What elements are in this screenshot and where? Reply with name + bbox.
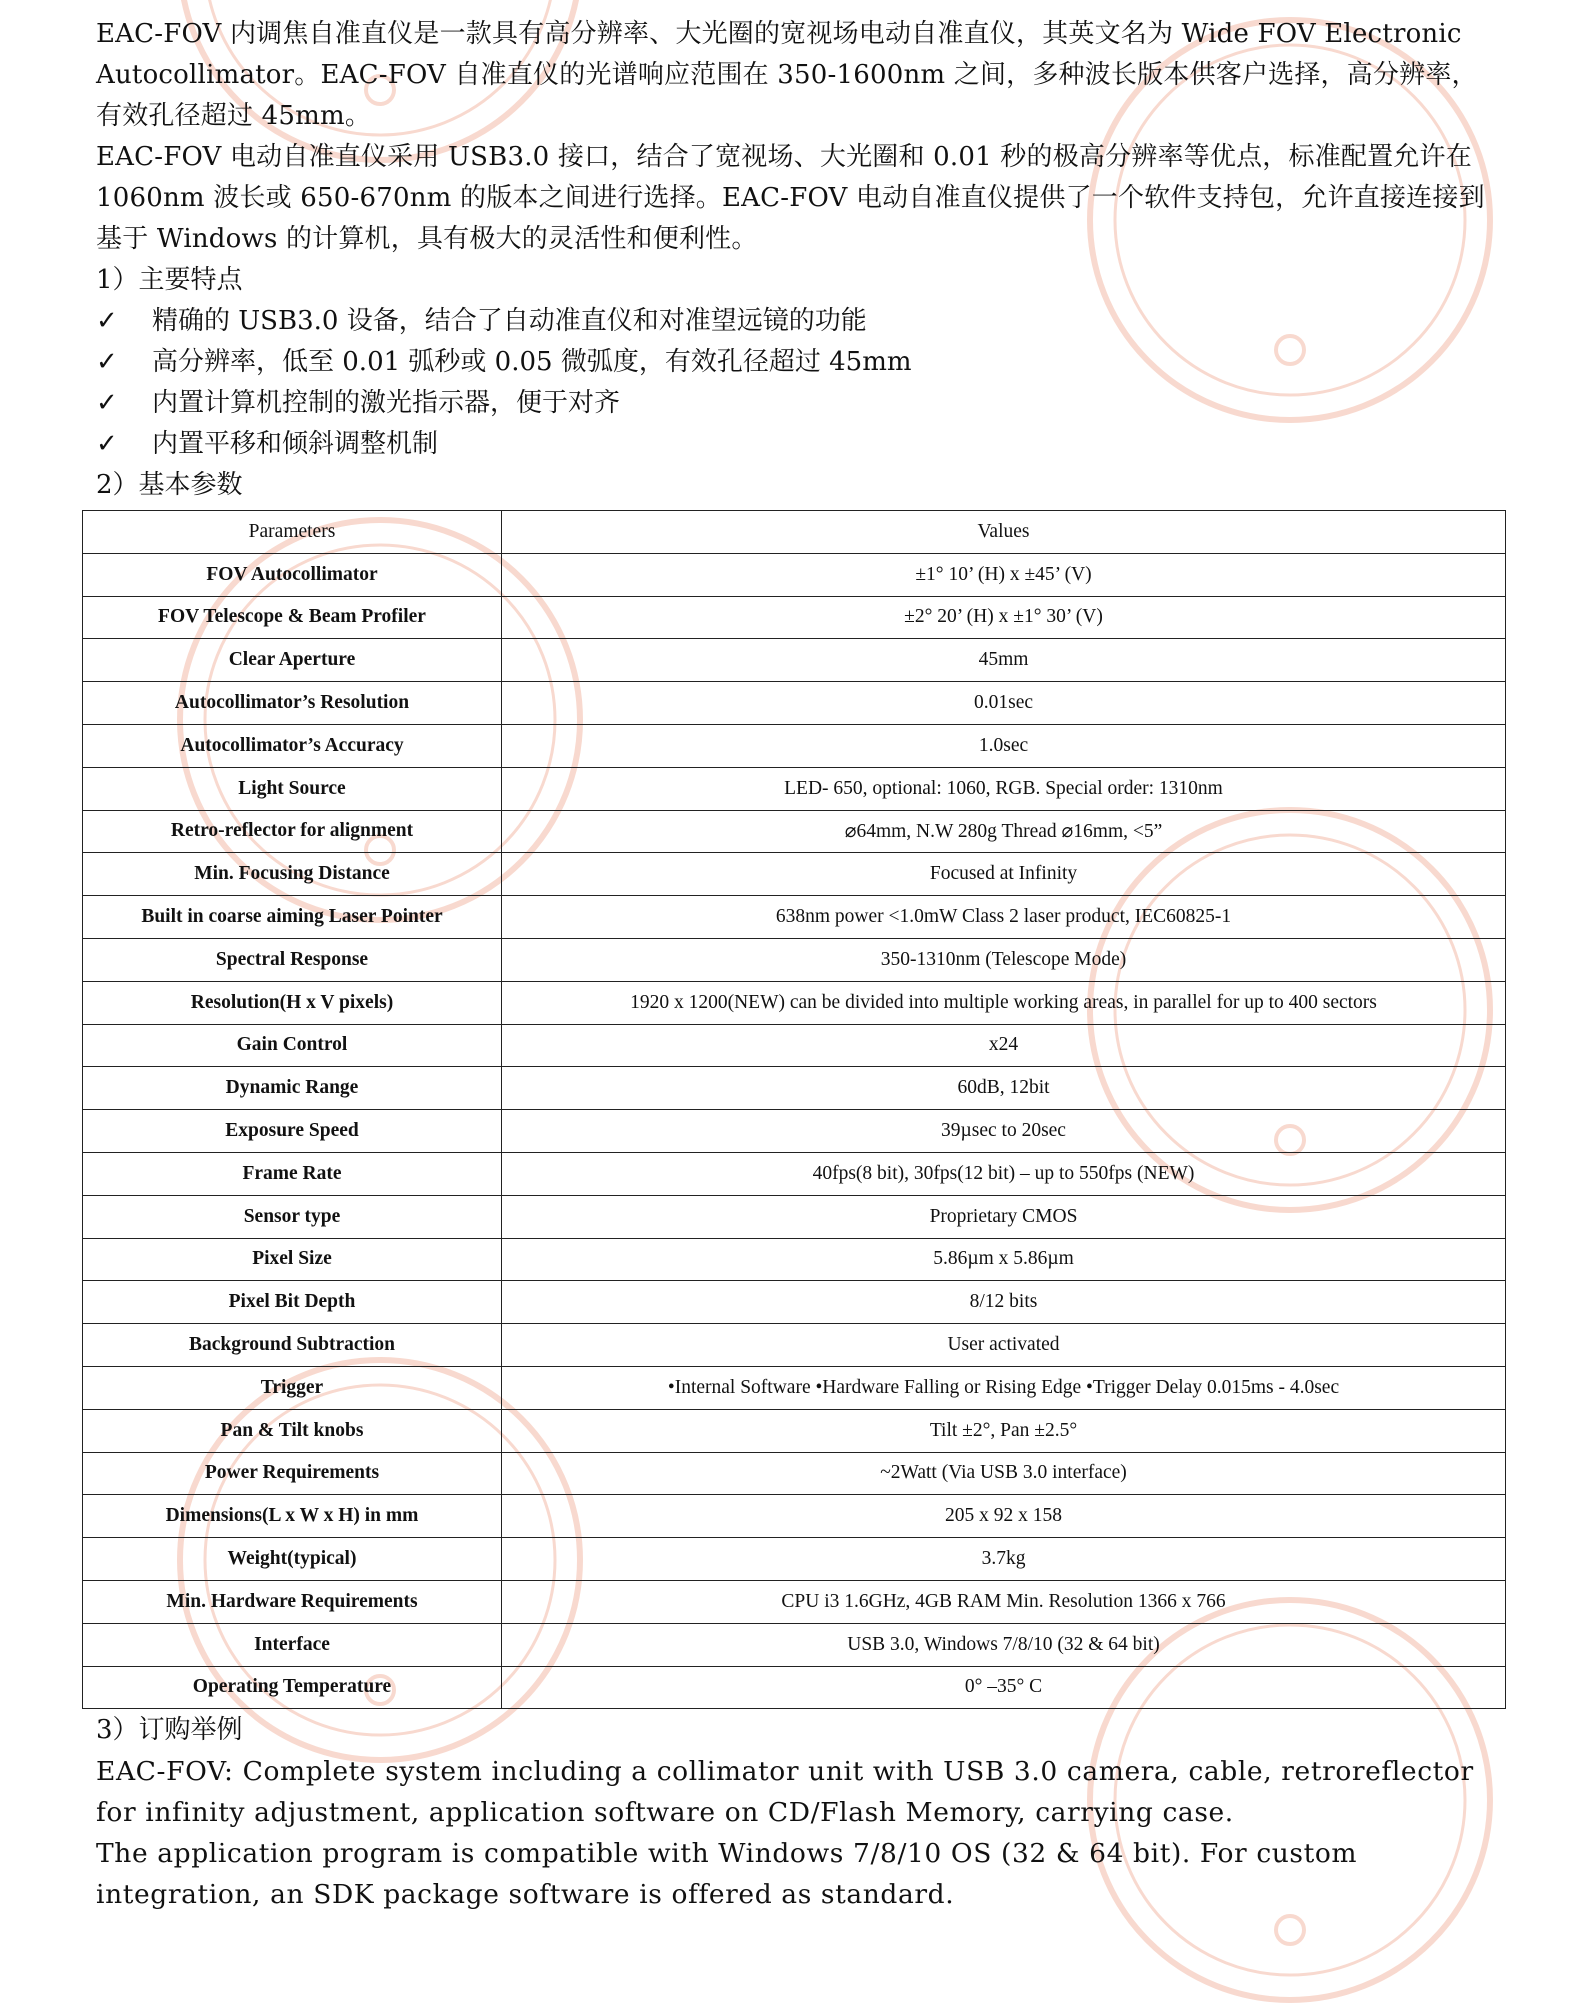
section-heading-features: 1）主要特点 — [96, 265, 243, 295]
parameter-name-cell: Spectral Response — [83, 938, 502, 981]
table-row — [83, 938, 1506, 981]
ordering-paragraph-2: The application program is compatible with Windows 7/8/10 OS (32 & 64 bit). For custom integration, an SDK package software is offered as standard. — [96, 1838, 1358, 1910]
checkmark-icon: ✓ — [96, 347, 118, 377]
table-row — [83, 553, 1506, 596]
table-row — [83, 724, 1506, 767]
parameter-name-cell: Dimensions(L x W x H) in mm — [83, 1495, 502, 1538]
section-heading-ordering: 3）订购举例 — [96, 1715, 243, 1745]
parameter-name-cell: Light Source — [83, 767, 502, 810]
table-row — [83, 1495, 1506, 1538]
table-row — [83, 1024, 1506, 1067]
parameter-name-cell: Weight(typical) — [83, 1538, 502, 1581]
parameter-name-cell: Pan & Tilt knobs — [83, 1409, 502, 1452]
parameter-value-cell: 0° –35° C — [502, 1666, 1506, 1709]
table-row — [83, 1238, 1506, 1281]
table-row — [83, 1666, 1506, 1709]
parameter-name-cell: Interface — [83, 1623, 502, 1666]
parameter-value-cell: ~2Watt (Via USB 3.0 interface) — [502, 1452, 1506, 1495]
parameter-value-cell: Tilt ±2°, Pan ±2.5° — [502, 1409, 1506, 1452]
checkmark-icon: ✓ — [96, 429, 118, 459]
parameter-name-cell: Operating Temperature — [83, 1666, 502, 1709]
table-row — [83, 981, 1506, 1024]
intro-paragraph-1: EAC-FOV 内调焦自准直仪是一款具有高分辨率、大光圈的宽视场电动自准直仪，其英文名为 Wide FOV Electronic Autocollimator。EAC-FOV 自准直仪的光谱响应范围在 350-1600nm 之间，多种波长版本供客户选择，高分辨率，有效孔径超过 45mm。 — [96, 19, 1478, 131]
parameter-value-cell: USB 3.0, Windows 7/8/10 (32 & 64 bit) — [502, 1623, 1506, 1666]
table-row — [83, 1538, 1506, 1581]
parameter-name-cell: Resolution(H x V pixels) — [83, 981, 502, 1024]
parameter-name-cell: Retro-reflector for alignment — [83, 810, 502, 853]
feature-item — [96, 342, 1496, 383]
parameter-name-cell: Min. Hardware Requirements — [83, 1580, 502, 1623]
feature-text: 内置平移和倾斜调整机制 — [152, 429, 439, 459]
checkmark-icon: ✓ — [96, 306, 118, 336]
parameter-value-cell: 638nm power <1.0mW Class 2 laser product, IEC60825-1 — [502, 896, 1506, 939]
table-row — [83, 853, 1506, 896]
feature-item — [96, 424, 1496, 465]
parameter-value-cell: 40fps(8 bit), 30fps(12 bit) – up to 550fps (NEW) — [502, 1152, 1506, 1195]
feature-text: 高分辨率，低至 0.01 弧秒或 0.05 微弧度，有效孔径超过 45mm — [152, 347, 912, 377]
table-row — [83, 1110, 1506, 1153]
ordering-paragraph-1: EAC-FOV: Complete system including a collimator unit with USB 3.0 camera, cable, retroreflector for infinity adjustment, application software on CD/Flash Memory, carrying case. — [96, 1756, 1474, 1828]
parameter-value-cell: 45mm — [502, 639, 1506, 682]
parameter-value-cell: •Internal Software •Hardware Falling or Rising Edge •Trigger Delay 0.015ms - 4.0sec — [502, 1366, 1506, 1409]
parameter-name-cell: Gain Control — [83, 1024, 502, 1067]
parameter-value-cell: 205 x 92 x 158 — [502, 1495, 1506, 1538]
document-bottom — [96, 1710, 1496, 1915]
parameter-name-cell: Autocollimator’s Accuracy — [83, 724, 502, 767]
parameter-value-cell: ±1° 10’ (H) x ±45’ (V) — [502, 553, 1506, 596]
header-parameters: Parameters — [83, 511, 502, 554]
table-row — [83, 596, 1506, 639]
parameter-value-cell: CPU i3 1.6GHz, 4GB RAM Min. Resolution 1366 x 766 — [502, 1580, 1506, 1623]
parameter-value-cell: 60dB, 12bit — [502, 1067, 1506, 1110]
table-row — [83, 1366, 1506, 1409]
parameter-name-cell: Dynamic Range — [83, 1067, 502, 1110]
parameter-name-cell: Power Requirements — [83, 1452, 502, 1495]
parameter-value-cell: ⌀64mm, N.W 280g Thread ⌀16mm, <5” — [502, 810, 1506, 853]
table-row — [83, 1152, 1506, 1195]
table-row — [83, 682, 1506, 725]
parameter-value-cell: Focused at Infinity — [502, 853, 1506, 896]
parameter-name-cell: Min. Focusing Distance — [83, 853, 502, 896]
table-row — [83, 1067, 1506, 1110]
parameter-value-cell: User activated — [502, 1324, 1506, 1367]
parameter-value-cell: 0.01sec — [502, 682, 1506, 725]
parameter-value-cell: LED- 650, optional: 1060, RGB. Special order: 1310nm — [502, 767, 1506, 810]
parameter-name-cell: Background Subtraction — [83, 1324, 502, 1367]
parameter-value-cell: 3.7kg — [502, 1538, 1506, 1581]
parameter-value-cell: 39µsec to 20sec — [502, 1110, 1506, 1153]
feature-text: 内置计算机控制的激光指示器，便于对齐 — [152, 388, 621, 418]
parameter-name-cell: Pixel Bit Depth — [83, 1281, 502, 1324]
header-values: Values — [502, 511, 1506, 554]
parameter-name-cell: Frame Rate — [83, 1152, 502, 1195]
table-header-row — [83, 511, 1506, 554]
table-row — [83, 1580, 1506, 1623]
parameter-value-cell: 5.86µm x 5.86µm — [502, 1238, 1506, 1281]
checkmark-icon: ✓ — [96, 388, 118, 418]
parameter-name-cell: Sensor type — [83, 1195, 502, 1238]
table-row — [83, 1281, 1506, 1324]
parameter-value-cell: x24 — [502, 1024, 1506, 1067]
table-row — [83, 1195, 1506, 1238]
parameter-name-cell: Autocollimator’s Resolution — [83, 682, 502, 725]
feature-item — [96, 301, 1496, 342]
parameter-name-cell: Built in coarse aiming Laser Pointer — [83, 896, 502, 939]
feature-item — [96, 383, 1496, 424]
intro-paragraph-2: EAC-FOV 电动自准直仪采用 USB3.0 接口，结合了宽视场、大光圈和 0.01 秒的极高分辨率等优点，标准配置允许在 1060nm 波长或 650-670nm 的版本之间进行选择。EAC-FOV 电动自准直仪提供了一个软件支持包，允许直接连接到基于 Windows 的计算机，具有极大的灵活性和便利性。 — [96, 142, 1485, 254]
table-row — [83, 1324, 1506, 1367]
parameter-name-cell: Exposure Speed — [83, 1110, 502, 1153]
parameter-name-cell: Clear Aperture — [83, 639, 502, 682]
table-row — [83, 1452, 1506, 1495]
table-row — [83, 810, 1506, 853]
parameter-value-cell: 1.0sec — [502, 724, 1506, 767]
table-row — [83, 896, 1506, 939]
table-row — [83, 1623, 1506, 1666]
features-list — [96, 301, 1496, 465]
parameter-value-cell: 1920 x 1200(NEW) can be divided into multiple working areas, in parallel for up to 400 sectors — [502, 981, 1506, 1024]
parameter-value-cell: 8/12 bits — [502, 1281, 1506, 1324]
table-row — [83, 767, 1506, 810]
parameter-name-cell: FOV Autocollimator — [83, 553, 502, 596]
section-heading-parameters: 2）基本参数 — [96, 470, 243, 500]
parameter-name-cell: Trigger — [83, 1366, 502, 1409]
document-top — [96, 14, 1496, 506]
parameter-value-cell: ±2° 20’ (H) x ±1° 30’ (V) — [502, 596, 1506, 639]
parameter-value-cell: Proprietary CMOS — [502, 1195, 1506, 1238]
table-row — [83, 1409, 1506, 1452]
parameter-name-cell: FOV Telescope & Beam Profiler — [83, 596, 502, 639]
watermark-stamp — [1276, 1916, 1304, 1944]
parameter-value-cell: 350-1310nm (Telescope Mode) — [502, 938, 1506, 981]
table-row — [83, 639, 1506, 682]
parameter-name-cell: Pixel Size — [83, 1238, 502, 1281]
feature-text: 精确的 USB3.0 设备，结合了自动准直仪和对准望远镜的功能 — [152, 306, 867, 336]
parameters-table — [82, 510, 1506, 1709]
